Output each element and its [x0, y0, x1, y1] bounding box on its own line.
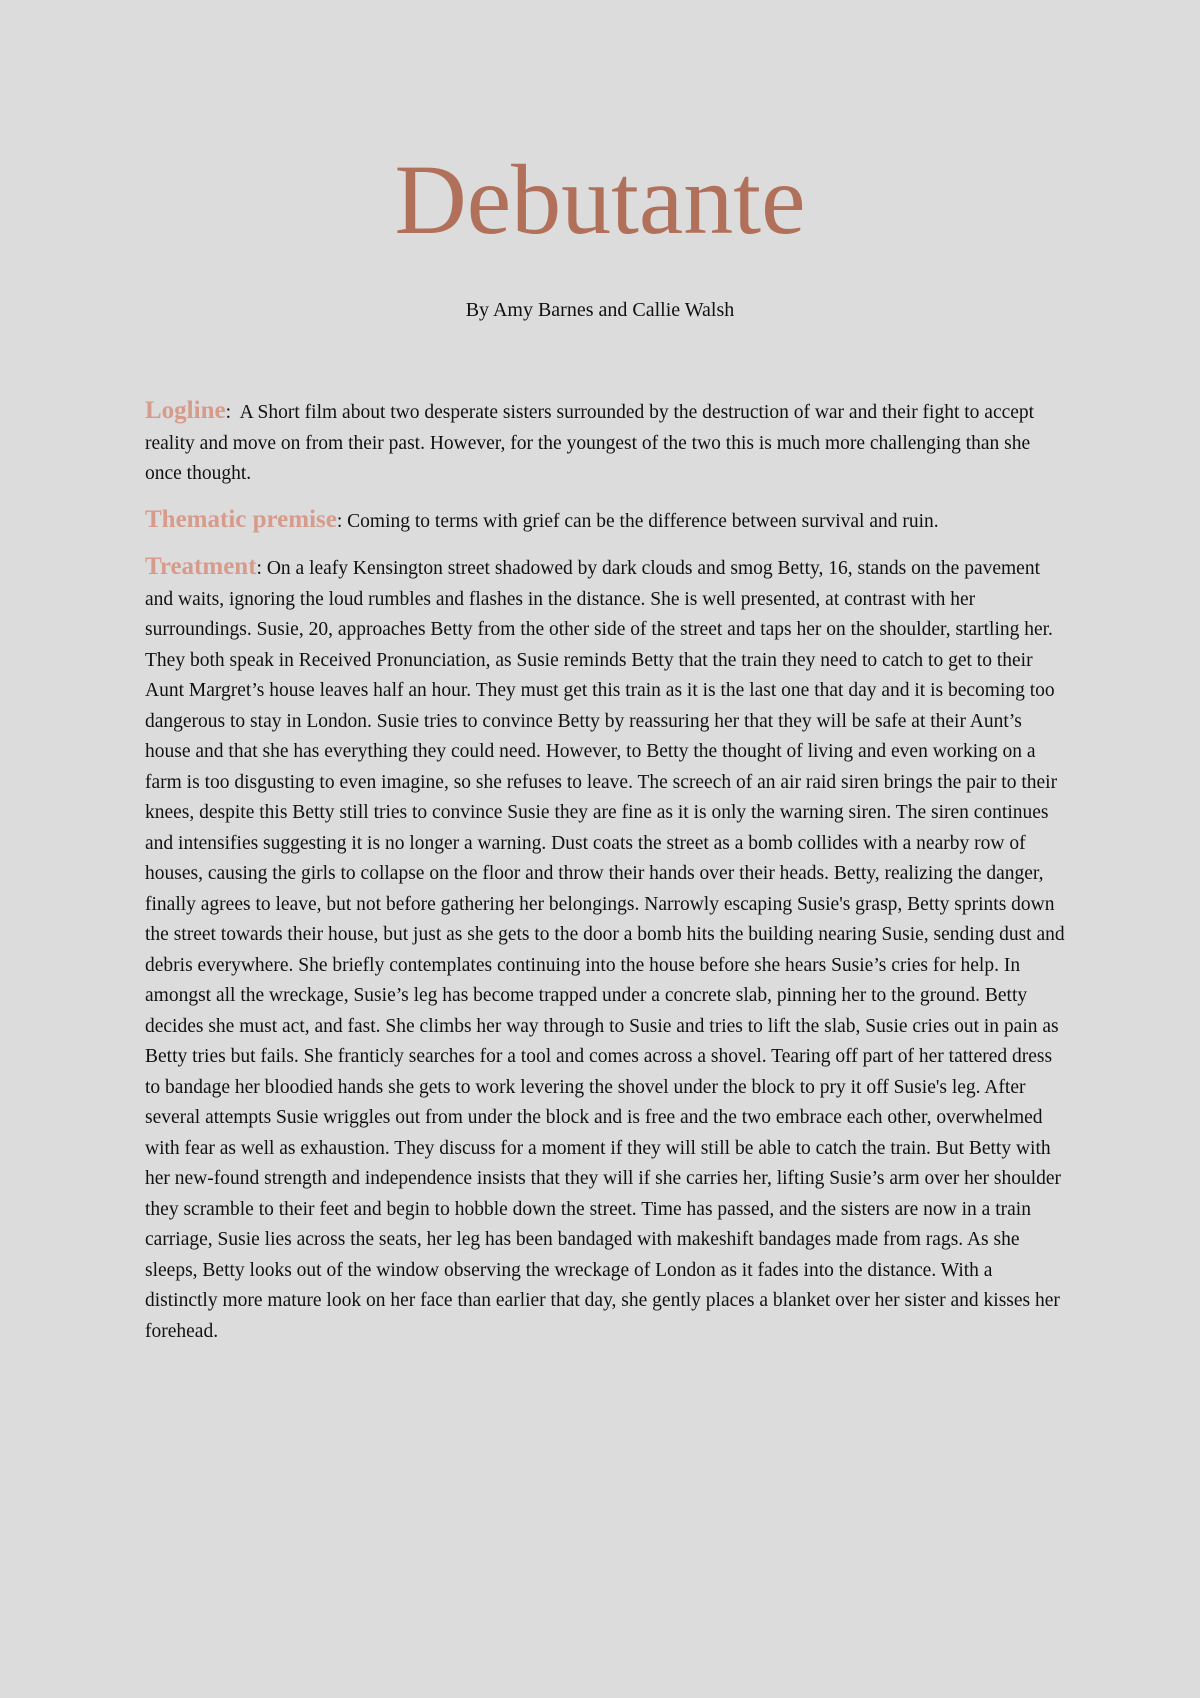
thematic-premise-text: Coming to terms with grief can be the difference between survival and ruin. — [347, 510, 939, 532]
treatment-separator: : — [256, 558, 267, 579]
document-byline: By Amy Barnes and Callie Walsh — [465, 299, 735, 321]
logline-heading: Logline — [145, 397, 226, 424]
logline-paragraph — [145, 396, 1065, 490]
treatment-paragraph — [145, 552, 1065, 1347]
thematic-premise-heading: Thematic premise — [145, 505, 337, 533]
document-title: Debutante — [394, 144, 806, 255]
treatment-heading: Treatment — [145, 553, 257, 580]
thematic-premise-separator: : — [336, 510, 348, 532]
thematic-premise-paragraph — [145, 505, 1065, 538]
logline-text: A Short film about two desperate sisters surrounded by the destruction of war and their fight to accept reality and move on from their past. However, for the youngest of the two this is much more challenging than she once thought. — [145, 402, 1035, 484]
treatment-text: On a leafy Kensington street shadowed by dark clouds and smog Betty, 16, stands on the pavement and waits, ignoring the loud rumbles and flashes in the distance. She is well presented, at contrast with her surroundings. Susie, 20, approaches Betty from the other side of the street and taps her on the shoulder, startling her. They both speak in Received Pronunciation, as Susie reminds Betty that the train they need to catch to get to their Aunt Margret’s house leaves half an hour. They must get this train as it is the last one that day and it is becoming too dangerous to stay in London. Susie tries to convince Betty by reassuring her that they will be safe at their Aunt’s house and that she has everything they could need. However, to Betty the thought of living and even working on a farm is too disgusting to even imagine, so she refuses to leave. The screech of an air raid siren brings the pair to their knees, despite this Betty still tries to convince Susie they are fine as it is only the warning siren. The siren continues and intensifies suggesting it is no longer a warning. Dust coats the street as a bomb collides with a nearby row of houses, causing the girls to collapse on the floor and throw their hands over their heads. Betty, realizing the danger, finally agrees to leave, but not before gathering her belongings. Narrowly escaping Susie's grasp, Betty sprints down the street towards their house, but just as she gets to the door a bomb hits the building nearing Susie, sending dust and debris everywhere. She briefly contemplates continuing into the house before she hears Susie’s cries for help. In amongst all the wreckage, Susie’s leg has become trapped under a concrete slab, pinning her to the ground. Betty decides she must act, and fast. She climbs her way through to Susie and tries to lift the slab, Susie cries out in pain as Betty tries but fails. She franticly searches for a tool and comes across a shovel. Tearing off part of her tattered dress to bandage her bloodied hands she gets to work levering the shovel under the block to pry it off Susie's leg. After several attempts Susie wriggles out from under the block and is free and the two embrace each other, overwhelmed with fear as well as exhaustion. They discuss for a moment if they will still be able to catch the train. But Betty with her new-found strength and independence insists that they will if she carries her, lifting Susie’s arm over her shoulder they scramble to their feet and begin to hobble down the street. Time has passed, and the sisters are now in a train carriage, Susie lies across the seats, her leg has been bandaged with makeshift bandages made from rags. As she sleeps, Betty looks out of the window observing the wreckage of London as it fades into the distance. With a distinctly more mature look on her face than earlier that day, she gently places a blanket over her sister and kisses her forehead. — [145, 558, 1065, 1342]
logline-separator: : — [225, 402, 240, 423]
document-body — [145, 396, 1065, 1362]
